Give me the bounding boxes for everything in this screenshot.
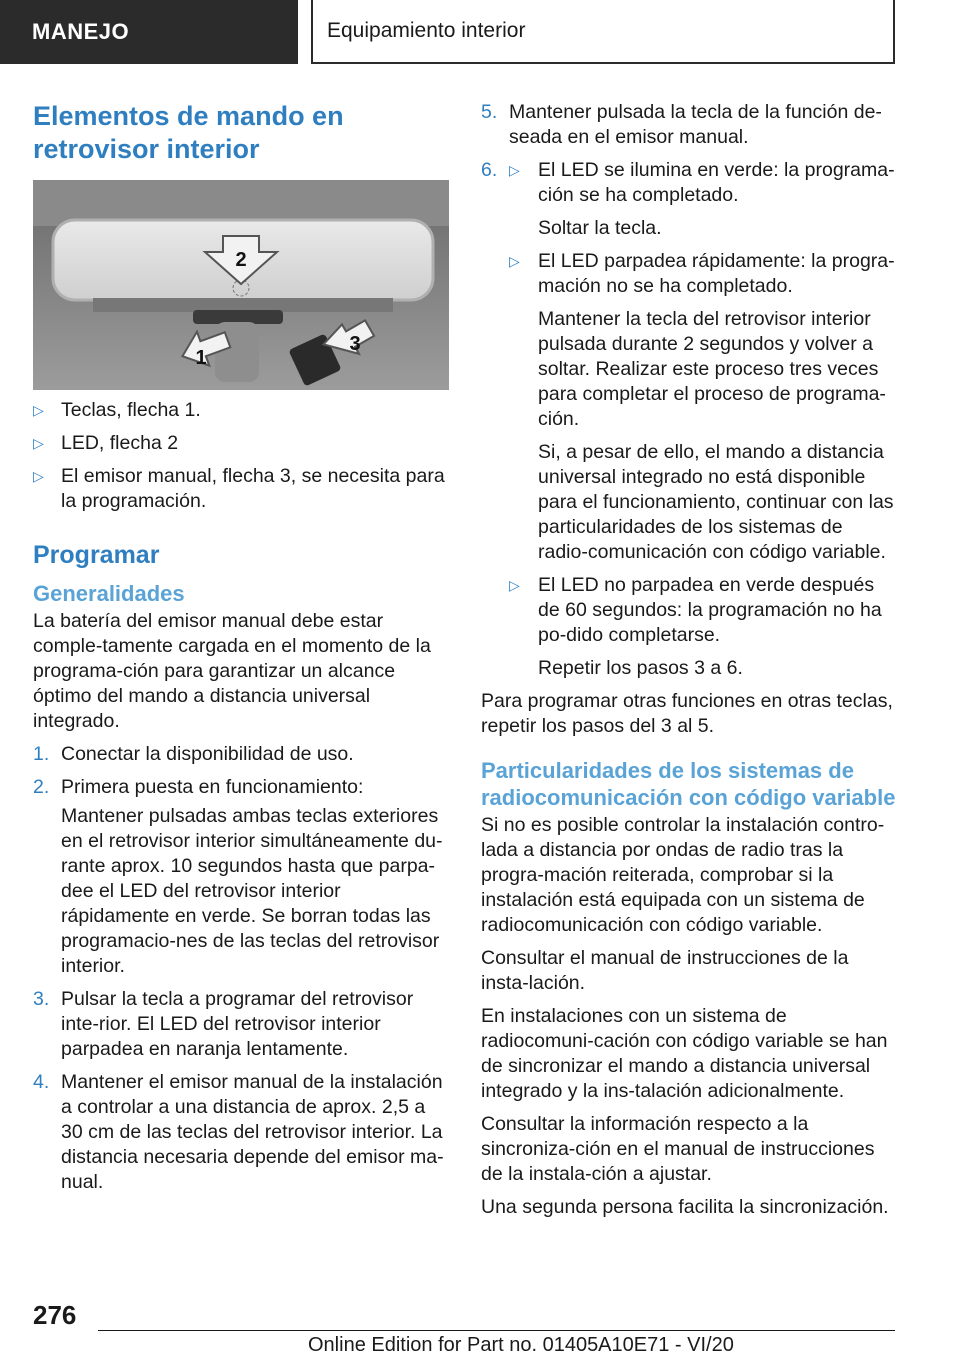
- bullet-item: ▷ LED, flecha 2: [33, 432, 179, 454]
- footer-edition: Online Edition for Part no. 01405A10E71 - VI/20: [308, 1334, 734, 1356]
- mirror-figure: [33, 180, 449, 390]
- triangle-bullet-icon: ▷: [33, 402, 44, 418]
- left-column: [33, 100, 449, 1203]
- body-paragraph: Una segunda persona facilita la sincronización.: [481, 1196, 889, 1218]
- right-column: [481, 100, 897, 1228]
- mirror-buttons: [193, 310, 283, 324]
- sub-bullet-detail: Si, a pesar de ello, el mando a distancia universal integrado no está disponible para el funcionamiento, continuar con las particularidades de los sistemas de radio‐comunicación con código variable.: [538, 441, 894, 563]
- particularidades-heading: Particularidades de los sistemas de radiocomunicación con código variable: [481, 758, 896, 810]
- body-paragraph: Consultar la información respecto a la sincroniza‐ción en el manual de instrucciones de la instala‐ción a ajustar.: [481, 1113, 875, 1185]
- header-section-tab: [0, 0, 298, 64]
- sub-bullet-item: ▷ El LED se ilumina en verde: la programa‐ción se ha completado.: [509, 159, 895, 206]
- arrow-2-label: 2: [235, 249, 247, 271]
- step-item: 2. Primera puesta en funcionamiento:: [33, 776, 364, 798]
- after-steps-paragraph: Para programar otras funciones en otras teclas, repetir los pasos del 3 al 5.: [481, 690, 893, 737]
- step-item: 3. Pulsar la tecla a programar del retrovisor inte‐rior. El LED del retrovisor interior parpadea en naranja lentamente.: [33, 988, 414, 1060]
- arrow-3-label: 3: [349, 333, 361, 355]
- page-number: 276: [33, 1300, 77, 1330]
- header-chapter-box: [311, 0, 895, 64]
- triangle-bullet-icon: ▷: [33, 468, 44, 484]
- header-chapter-label: Equipamiento interior: [327, 19, 526, 42]
- body-paragraph: Si no es posible controlar la instalación contro‐lada a distancia por ondas de radio tras la progra‐mación reiterada, comprobar si la instalación está equipada con un sistema de radiocomunicación con código variable.: [481, 814, 885, 936]
- generalidades-heading: Generalidades: [33, 581, 185, 606]
- sub-bullet-item: ▷ El LED no parpadea en verde después de 60 segundos: la programación no ha po‐dido completarse.: [509, 574, 882, 646]
- step-detail: Mantener pulsadas ambas teclas exteriores en el retrovisor interior simultáneamente du‐rante aprox. 10 segundos hasta que parpa‐dee el LED del retrovisor interior rápidamente en verde. Se borran todas las programacio‐nes de las teclas del retrovisor interior.: [61, 805, 443, 977]
- triangle-bullet-icon: ▷: [509, 162, 520, 178]
- generalidades-paragraph: La batería del emisor manual debe estar comple‐tamente cargada en el momento de la programa‐ción para garantizar un alcance óptimo del mando a distancia universal integrado.: [33, 610, 431, 732]
- bullet-item: ▷ Teclas, flecha 1.: [33, 399, 201, 421]
- programar-heading: Programar: [33, 541, 160, 569]
- sub-bullet-detail: Repetir los pasos 3 a 6.: [538, 657, 743, 679]
- sub-bullet-detail: Mantener la tecla del retrovisor interior pulsada durante 2 segundos y volver a soltar. Realizar este proceso tres veces para completar el proceso de programa‐ción.: [538, 308, 886, 430]
- triangle-bullet-icon: ▷: [509, 577, 520, 593]
- sub-bullet-detail: Soltar la tecla.: [538, 217, 662, 239]
- step-item: 5. Mantener pulsada la tecla de la función de‐seada en el emisor manual.: [481, 101, 882, 148]
- body-paragraph: En instalaciones con un sistema de radiocomuni‐cación con código variable se han de sincronizar el mando a distancia universal integrado y la ins‐talación adicionalmente.: [481, 1005, 888, 1102]
- triangle-bullet-icon: ▷: [33, 435, 44, 451]
- body-paragraph: Consultar el manual de instrucciones de la insta‐lación.: [481, 947, 849, 994]
- sub-bullet-item: ▷ El LED parpadea rápidamente: la progra‐mación no se ha completado.: [509, 250, 895, 297]
- triangle-bullet-icon: ▷: [509, 253, 520, 269]
- header-section-label: MANEJO: [32, 19, 130, 44]
- footer-divider: [98, 1330, 895, 1331]
- section-title: Elementos de mando en retrovisor interior: [33, 101, 344, 164]
- step-item: 1. Conectar la disponibilidad de uso.: [33, 743, 354, 765]
- bullet-item: ▷ El emisor manual, flecha 3, se necesita para la programación.: [33, 465, 445, 512]
- step-item: 6. ▷ El LED se ilumina en verde: la programa‐ción se ha completado.: [481, 158, 897, 216]
- arrow-1-label: 1: [195, 347, 207, 369]
- step-item: 4. Mantener el emisor manual de la instalación a controlar a una distancia de aprox. 2,5 a 30 cm de las teclas del retrovisor interior. La distancia necesaria depende del emisor ma‐nual.: [33, 1071, 444, 1193]
